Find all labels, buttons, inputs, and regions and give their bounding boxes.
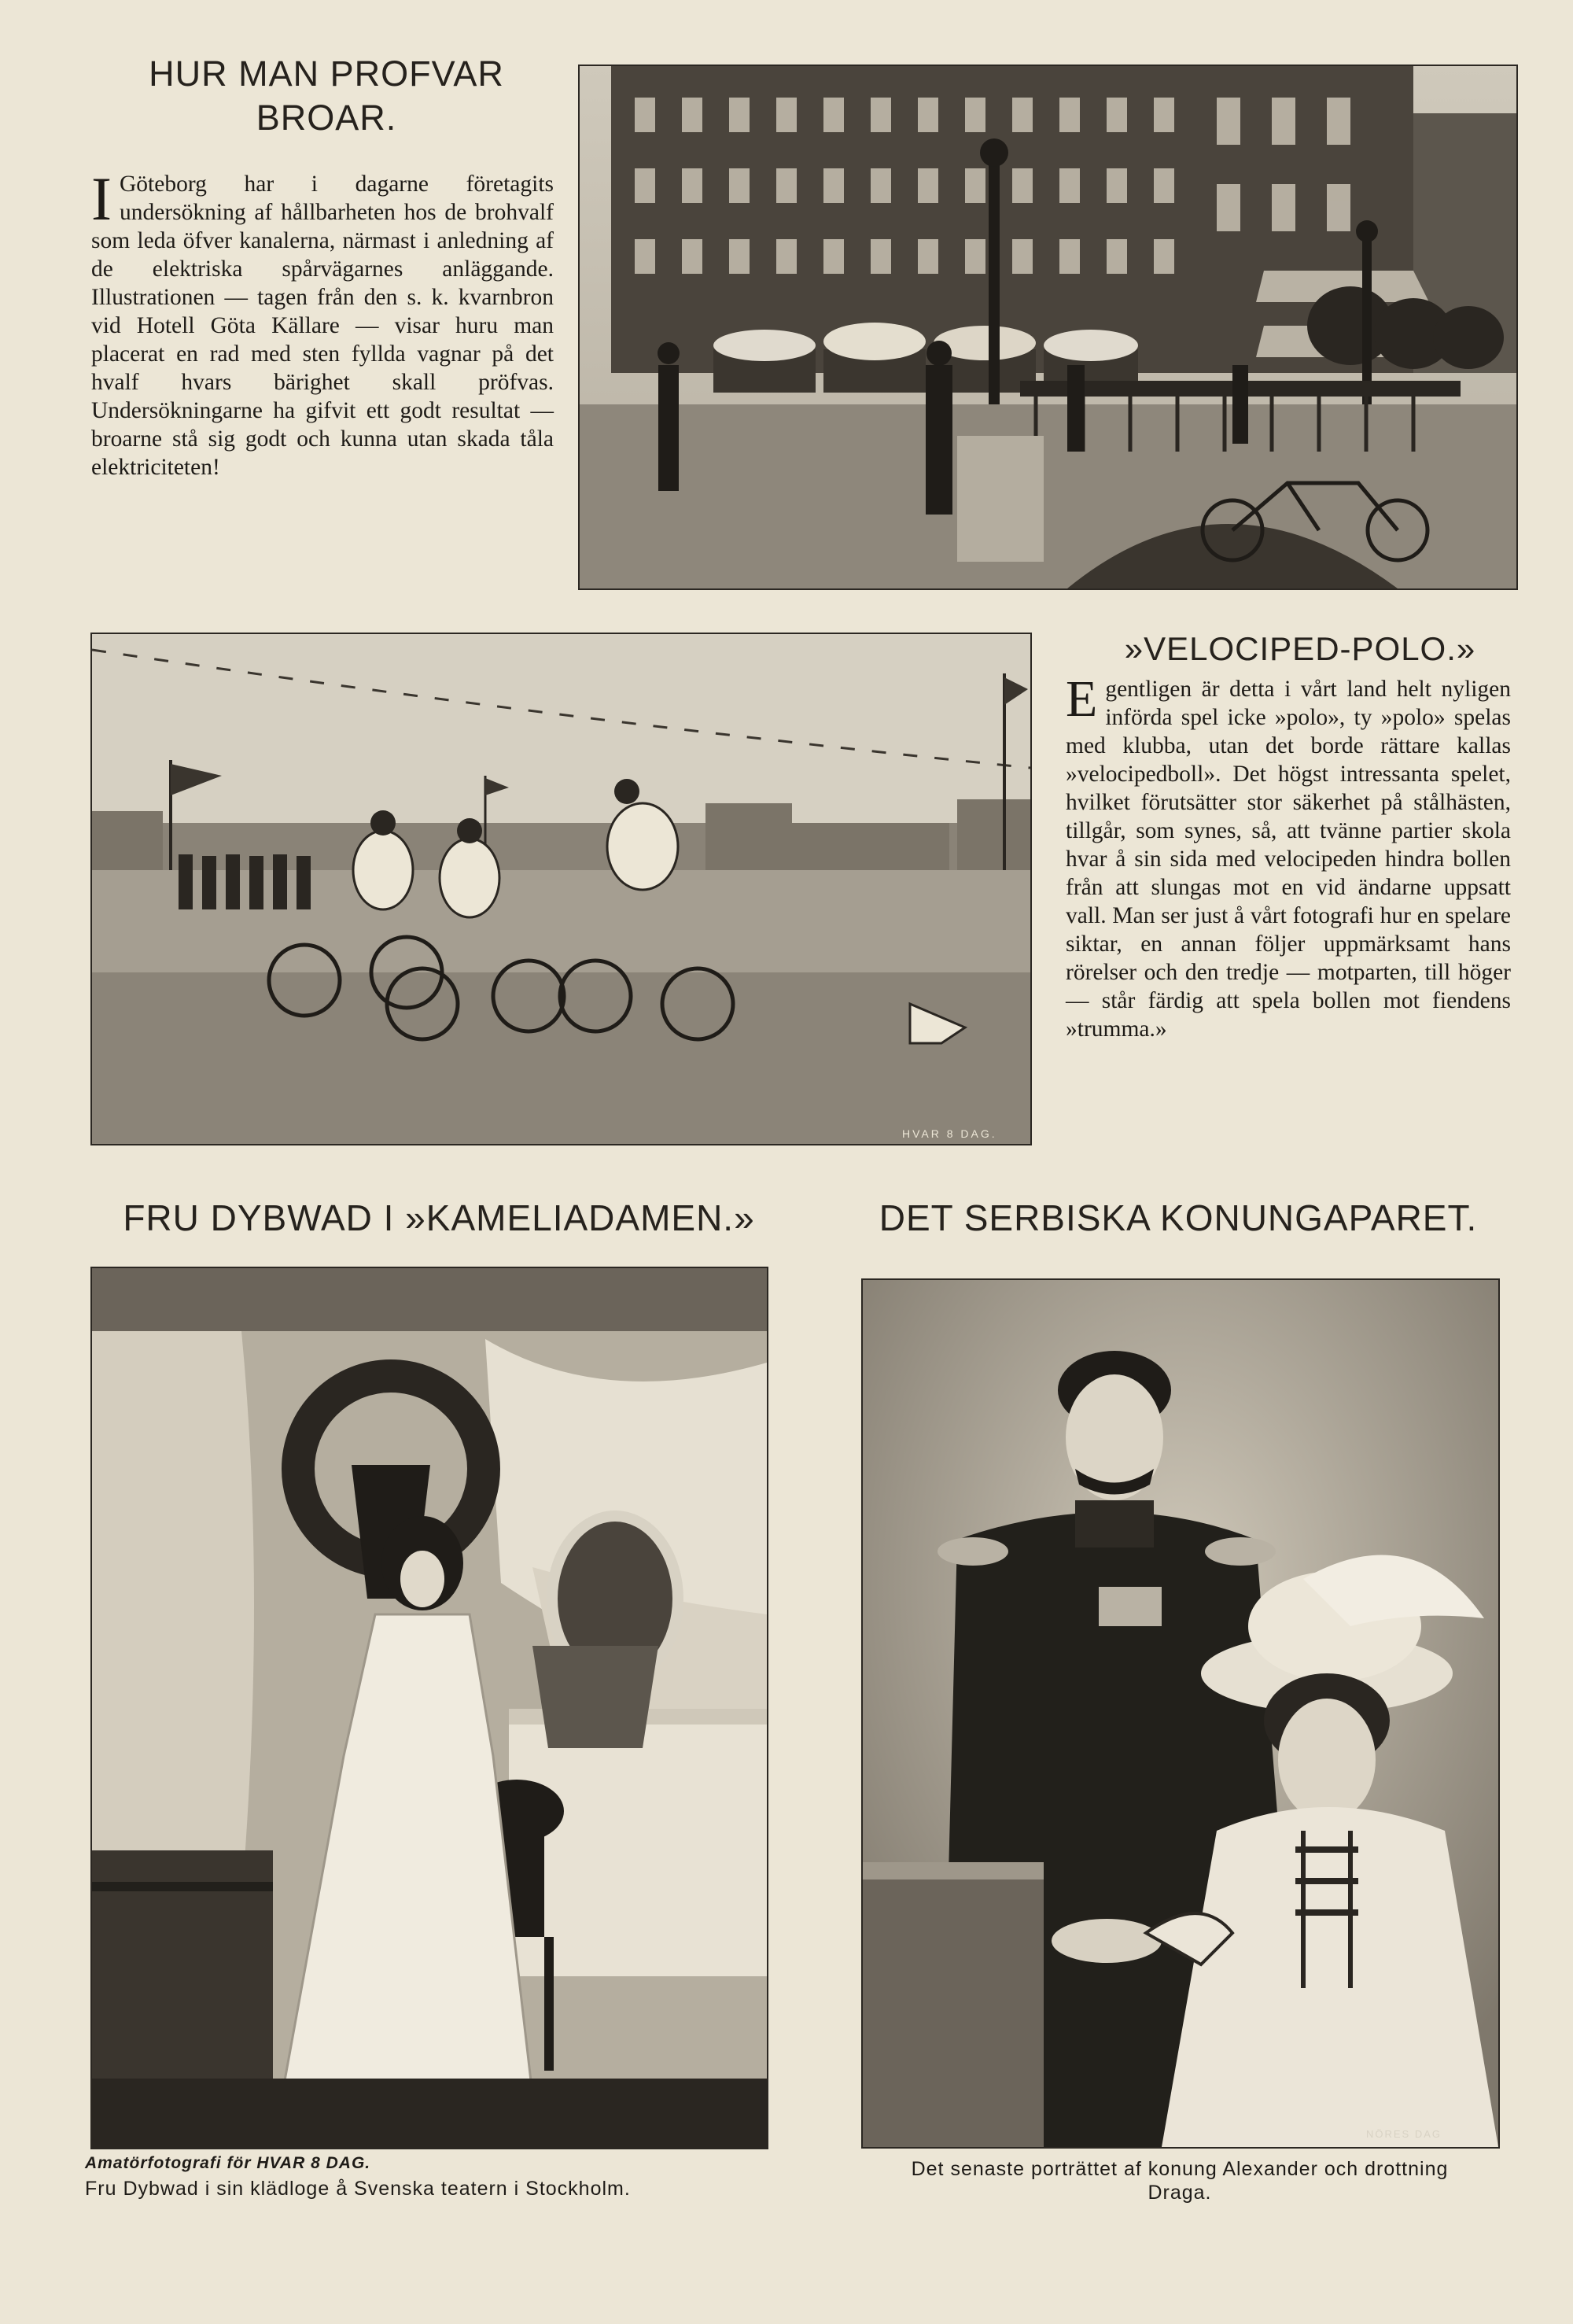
dybwad-headline: FRU DYBWAD I »KAMELIADAMEN.» [123, 1197, 755, 1238]
polo-article [1066, 670, 1511, 1043]
svg-text:NÖRES DAG: NÖRES DAG [1366, 2128, 1442, 2140]
bridges-article-text: Göteborg har i dagarne företagits undersökning af hållbarheten hos de brohvalf som leda öfver kanalerna, närmast i anledning af de elektriska spårvägarnes anläggande. Illustrationen — tagen från den s. k. kvarnbron vid Hotell Göta Källare — visar huru man placerat en rad med sten fyllda vagnar på det hvalf hvars bärighet skall pröfvas. Undersökningarne ha gifvit ett godt resultat — broarne stå sig godt och kunna utan skada tåla elektriciteten! [91, 172, 554, 480]
serbia-headline: DET SERBISKA KONUNGAPARET. [879, 1197, 1478, 1238]
dybwad-photo-credit: Amatörfotografi för HVAR 8 DAG. [85, 2154, 371, 2172]
polo-photo-image [92, 634, 1030, 1144]
royal-couple-photo-image [863, 1280, 1498, 2147]
royal-couple-caption [818, 2157, 1542, 2204]
dybwad-caption: Fru Dybwad i sin klädloge å Svenska teatern i Stockholm. [85, 2178, 631, 2200]
bridge-photo [578, 65, 1518, 590]
royal-couple-caption-line1: Det senaste porträttet af konung Alexander och drottning [911, 2158, 1449, 2180]
bridges-dropcap: I [91, 164, 112, 233]
bridges-article [91, 164, 554, 481]
polo-headline: »VELOCIPED-POLO.» [1124, 630, 1476, 667]
royal-couple-photo [861, 1278, 1500, 2149]
dybwad-photo [90, 1267, 768, 2149]
dybwad-photo-image [92, 1268, 767, 2148]
polo-dropcap: E [1066, 670, 1098, 728]
polo-photo-mark: HVAR 8 DAG. [902, 1127, 997, 1140]
bridges-headline-line2: BROAR. [256, 98, 397, 138]
royal-couple-caption-line2: Draga. [1148, 2182, 1212, 2204]
polo-photo [90, 633, 1032, 1145]
polo-article-text: gentligen är detta i vårt land helt nyligen införda spel icke »polo», ty »polo» spelas med klubba, utan det borde rättare kallas »velocipedboll». Det högst intressanta spelet, hvilket förutsätter stor säkerhet på stålhästen, tillgår, som synes, så, att tvänne partier skola hvar å sin sida med velocipeden hindra bollen från att slungas mot en vid ändarne uppsatt vall. Man ser just å vårt fotografi hur en spelare siktar, en annan följer uppmärksamt hans rörelser och den tredje — motparten, till höger — står färdig att spela bollen mot fiendens »trumma.» [1066, 677, 1511, 1042]
bridges-headline-line1: HUR MAN PROFVAR [149, 53, 504, 94]
bridges-headline [94, 52, 558, 140]
bridge-photo-image [580, 66, 1516, 588]
